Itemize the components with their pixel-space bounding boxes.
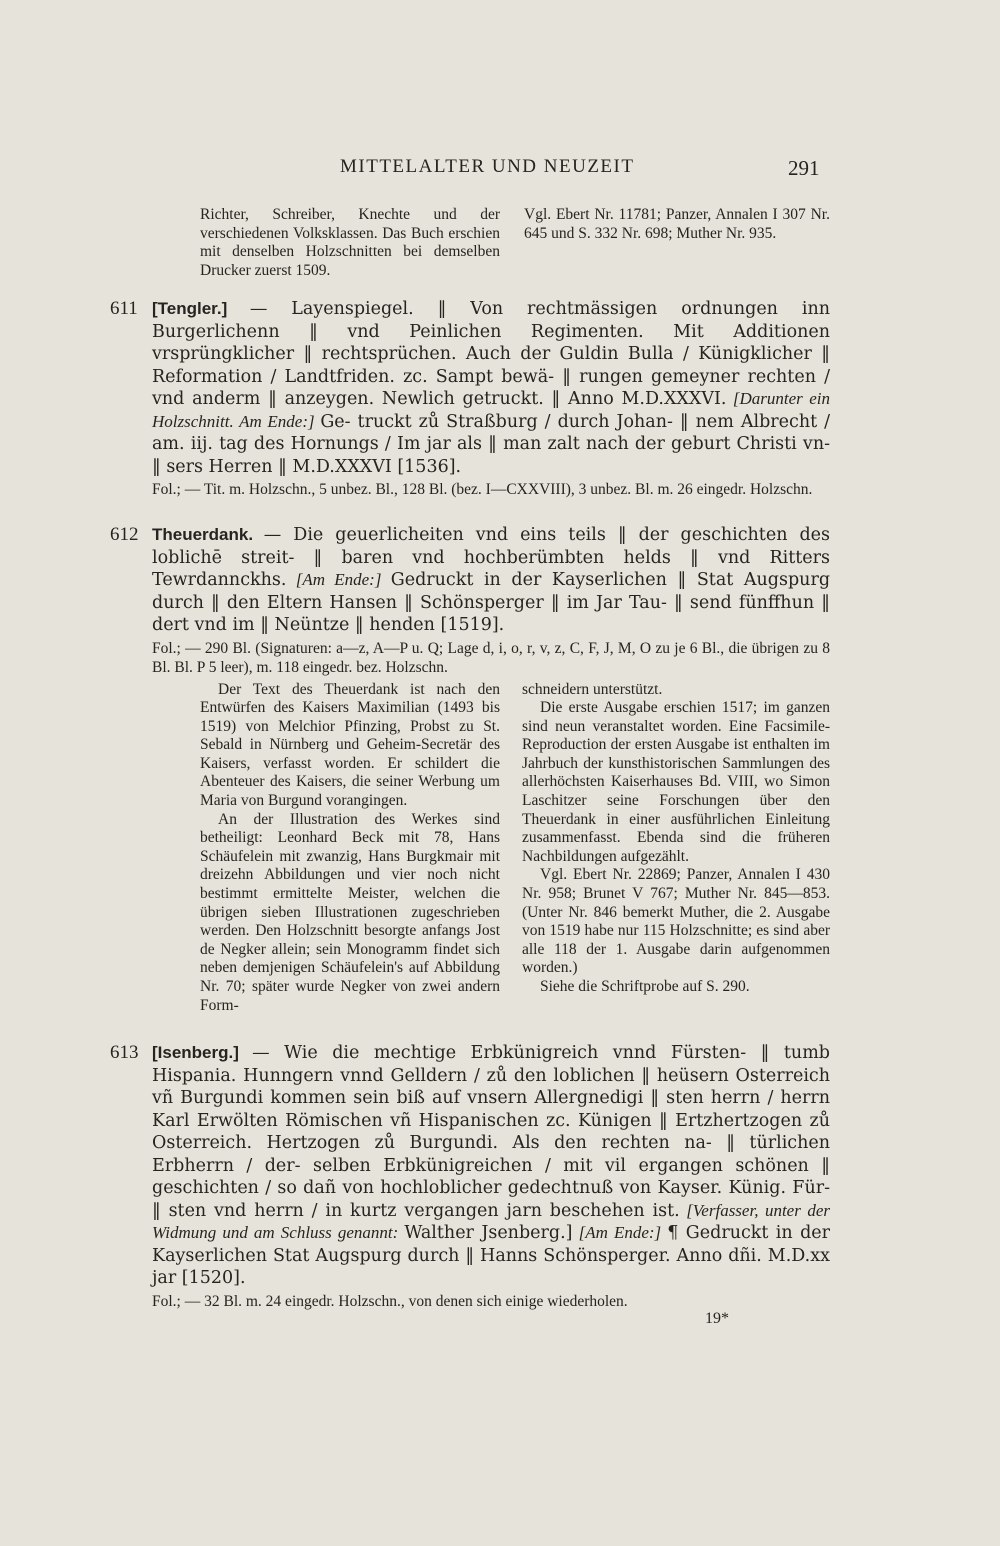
entry-612 [110,524,830,1015]
running-title: MITTELALTER UND NEUZEIT [340,156,635,177]
page-header [0,156,1000,188]
entry-611 [110,298,830,499]
entry-note: [Darunter ein Holzschnitt. Am Ende:] [152,389,830,431]
commentary-paragraph: Vgl. Ebert Nr. 22869; Panzer, Annalen I 430 Nr. 958; Brunet V 767; Muther Nr. 845—853. (Unter Nr. 846 bemerkt Muther, die 2. Ausgabe von 1519 habe nur 115 Holzschnitte; es sind aber alle 118 der 1. Ausgabe darin aufgenommen worden.) [522,866,830,977]
entry-number: 612 [110,524,139,545]
entry-collation: Fol.; — 290 Bl. (Signaturen: a—z, A—P u. Q; Lage d, i, o, r, v, z, C, F, J, M, O zu je 6 Bl., die übrigen zu 8 Bl. Bl. P 5 leer), m. 118 eingedr. bez. Holzschn. [152,639,830,676]
continuation-columns [200,206,830,280]
commentary-paragraph: schneidern unterstützt. [522,680,663,698]
entry-collation: Fol.; — Tit. m. Holzschn., 5 unbez. Bl., 128 Bl. (bez. I—CXXVIII), 3 unbez. Bl. m. 26 eingedr. Holzschn. [152,481,813,498]
entry-613 [110,1042,830,1311]
entry-number: 611 [110,298,138,319]
entry-note: [Am Ende:] [578,1223,662,1242]
commentary-paragraph: Die erste Ausgabe erschien 1517; im ganzen sind neun veranstaltet worden. Eine Facsimile-Reproduction der ersten Ausgabe ist enthalten im Jahrbuch der kunsthistorischen Sammlungen des allerhöchsten Kaiserhauses Bd. VIII, wo Simon Laschitzer seine Forschungen über den Theuerdank in einer ausführlichen Einleitung zusammenfasst. Ebenda sind die früheren Nachbildungen aufgezählt. [522,699,830,865]
entry-colophon: Gedruckt in der Kayserlichen ‖ Stat Augspurg durch ‖ den Eltern Hansen ‖ Schönsperger ‖ im Jar Tau- ‖ send fünffhun ‖ dert vnd im ‖ Neüntze ‖ henden [1519]. [152,570,831,635]
continuation-right: Vgl. Ebert Nr. 11781; Panzer, Annalen I 307 Nr. 645 und S. 332 Nr. 698; Muther Nr. 935. [524,206,830,242]
entry-colophon: Ge- truckt zů Straßburg / durch Johan- ‖ nem Albrecht / am. iij. tag des Hornungs / Im jar als ‖ man zalt nach der geburt Christi vn- ‖ sers Herren ‖ M.D.XXXVI [1536]. [152,411,831,477]
entry-body: — Layenspiegel. ‖ Von rechtmässigen ordnungen inn Burgerlichenn ‖ vnd Peinlichen Regimenten. Mit Additionen vrsprüngklicher ‖ rechtsprüchen. Auch der Guldin Bulla / Künigklicher ‖ Reformation / Landtfriden. zc. Sampt bewä- ‖ rungen gemeyner rechten / vnd anderm ‖ anzeygen. Newlich getruckt. ‖ Anno M.D.XXXVI. [152,299,831,409]
commentary-paragraph: An der Illustration des Werkes sind betheiligt: Leonhard Beck mit 78, Hans Schäufelein mit zwanzig, Hans Burgkmair mit dreizehn Abbildungen und vier noch nicht bestimmt ermittelte Meister, welchen die übrigen sieben Illustrationen zugeschrieben werden. Den Holzschnitt besorgte anfangs Jost de Negker allein; sein Monogramm findet sich neben demjenigen Schäufelein's auf Abbildung Nr. 70; später wurde Negker von zwei andern Form- [200,810,500,1014]
page-number: 291 [788,156,820,180]
entry-author: Walther Jsenberg.] [404,1223,573,1243]
entry-collation: Fol.; — 32 Bl. m. 24 eingedr. Holzschn., von denen sich einige wiederholen. [152,1292,628,1310]
commentary-paragraph: Siehe die Schriftprobe auf S. 290. [540,978,750,995]
signature-mark: 19* [705,1310,729,1327]
commentary-columns [200,681,830,1016]
entry-colophon: ¶ Gedruckt in der Kayserlichen Stat Augspurg durch ‖ Hanns Schönsperger. Anno dñi. M.D.xx jar [1520]. [152,1223,831,1288]
entry-body: — Die geuerlicheiten vnd eins teils ‖ der geschichten des loblichē streit- ‖ baren vnd hochberümbten helds ‖ vnd Ritters Tewrdannckhs. [152,525,831,590]
entry-title: [Isenberg.] [152,1043,239,1062]
entry-title: [Tengler.] [152,299,228,318]
entry-body: — Wie die mechtige Erbkünigreich vnnd Fürsten- ‖ tumb Hispania. Hunngern vnnd Gelldern / zů den loblichen ‖ heüsern Osterreich vñ Burgundi kommen sein biß auf vnsern Allergnedigi ‖ sten herrn / herrn Karl Erwölten Römischen vñ Hispanischen zc. Künigen ‖ Ertzhertzogen zů Osterreich. Hertzogen zů Burgundi. Als den rechten na- ‖ türlichen Erbherrn / der- selben Erbkünigreichen / mit vil ergangen schönen ‖ geschichten / so dañ von hochloblicher gedechtnuß von Kayser. Künig. Für- ‖ sten vnd herrn / in kurtz vergangen jarn beschehen ist. [152,1043,831,1221]
entry-number: 613 [110,1042,139,1063]
entry-note: [Am Ende:] [295,570,382,589]
entry-note: [Verfasser, unter der Widmung und am Schluss genannt: [152,1200,830,1242]
commentary-paragraph: Der Text des Theuerdank ist nach den Entwürfen des Kaisers Maximilian (1493 bis 1519) von Melchior Pfinzing, Probst zu St. Sebald in Nürnberg und Geheim-Secretär des Kaisers, verfasst worden. Er schildert die Abenteuer des Kaisers, die seiner Werbung um Maria von Burgund vorangingen. [200,680,500,810]
entry-title: Theuerdank. [152,525,254,544]
continuation-left: Richter, Schreiber, Knechte und der verschiedenen Volksklassen. Das Buch erschien mit denselben Holzschnitten bei demselben Drucker zuerst 1509. [200,206,500,279]
